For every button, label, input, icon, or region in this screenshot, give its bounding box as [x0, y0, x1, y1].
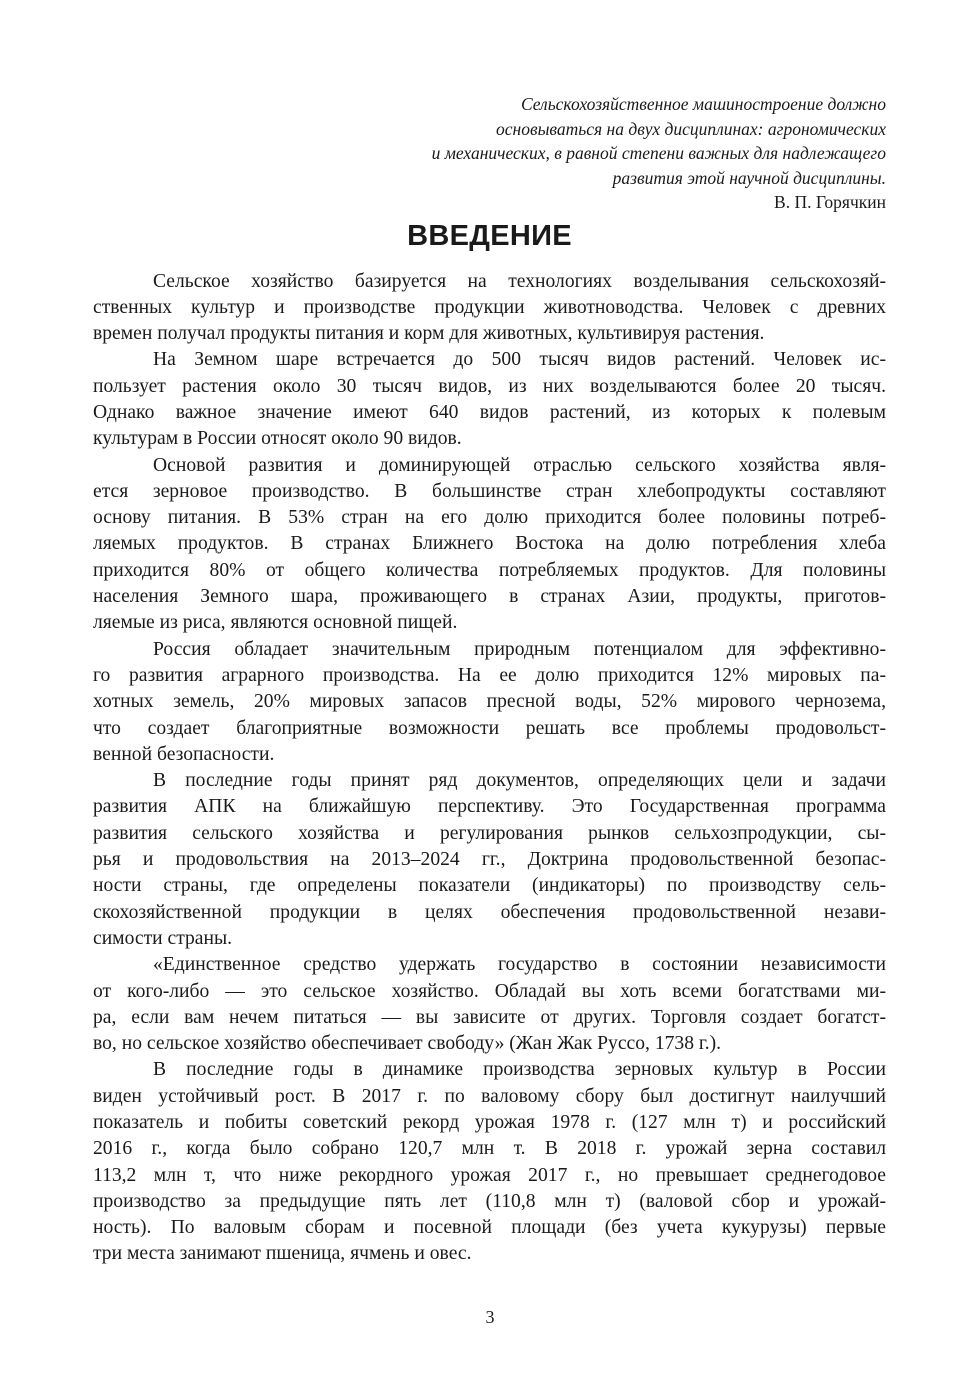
epigraph-line: основываться на двух дисциплинах: агрономических	[496, 118, 886, 139]
text-line: венной безопасности.	[93, 743, 275, 765]
epigraph-author: В. П. Горячкин	[774, 192, 886, 212]
text-line: 2016 г., когда было собрано 120,7 млн т. В 2018 г. урожай зерна составил	[93, 1138, 886, 1160]
paragraph	[93, 269, 886, 348]
text-line: хотных земель, 20% мировых запасов пресной воды, 52% мирового чернозема,	[93, 691, 886, 713]
text-line: Однако важное значение имеют 640 видов растений, из которых к полевым	[93, 401, 886, 423]
document-page	[93, 92, 886, 1268]
text-line: во, но сельское хозяйство обеспечивает свободу» (Жан Жак Руссо, 1738 г.).	[93, 1033, 722, 1055]
text-line: культурам в России относят около 90 видов.	[93, 428, 462, 450]
text-line: ляемые из риса, являются основной пищей.	[93, 612, 458, 634]
text-line: В последние годы в динамике производства зерновых культур в России	[153, 1059, 886, 1081]
paragraph	[93, 453, 886, 637]
text-line: от кого-либо — это сельское хозяйство. Обладай вы хоть всеми богатствами ми-	[93, 980, 886, 1002]
text-line: производство за предыдущие пять лет (110,8 млн т) (валовой сбор и урожай-	[93, 1190, 886, 1212]
text-line: ра, если вам нечем питаться — вы зависите от других. Торговля создает богатст-	[93, 1006, 886, 1028]
text-line: ется зерновое производство. В большинстве стран хлебопродукты составляют	[93, 480, 886, 502]
text-line: три места занимают пшеница, ячмень и овес.	[93, 1243, 472, 1265]
text-line: времен получал продукты питания и корм для животных, культивируя растения.	[93, 323, 765, 345]
text-line: что создает благоприятные возможности решать все проблемы продовольст-	[93, 717, 886, 739]
paragraph	[93, 768, 886, 952]
text-line: ности страны, где определены показатели (индикаторы) по производству сель-	[93, 875, 886, 897]
epigraph-line: Сельскохозяйственное машиностроение должно	[520, 94, 886, 114]
text-line: 113,2 млн т, что ниже рекордного урожая 2017 г., но превышает среднегодовое	[93, 1164, 886, 1186]
text-line: скохозяйственной продукции в целях обеспечения продовольственной незави-	[93, 901, 886, 923]
paragraph	[93, 1057, 886, 1267]
text-line: В последние годы принят ряд документов, определяющих цели и задачи	[153, 770, 886, 792]
epigraph	[93, 92, 886, 190]
text-line: развития сельского хозяйства и регулирования рынков сельхозпродукции, сы-	[93, 822, 886, 844]
text-line: основу питания. В 53% стран на его долю приходится более половины потреб-	[93, 507, 886, 529]
paragraph	[93, 347, 886, 452]
epigraph-line: и механических, в равной степени важных для надлежащего	[431, 143, 886, 163]
text-line: пользует растения около 30 тысяч видов, из них возделываются более 20 тысяч.	[93, 375, 886, 397]
text-line: Россия обладает значительным природным потенциалом для эффективно-	[153, 638, 886, 660]
text-line: «Единственное средство удержать государство в состоянии независимости	[153, 954, 886, 976]
text-line: Сельское хозяйство базируется на технологиях возделывания сельскохозяй-	[153, 270, 886, 292]
text-line: приходится 80% от общего количества потребляемых продуктов. Для половины	[93, 559, 886, 581]
text-line: симости страны.	[93, 927, 233, 949]
paragraph	[93, 952, 886, 1057]
body-text	[93, 269, 886, 1268]
text-line: Основой развития и доминирующей отраслью сельского хозяйства явля-	[153, 454, 886, 476]
page-number: 3	[485, 1307, 495, 1327]
text-line: ственных культур и производстве продукции животноводства. Человек с древних	[93, 296, 886, 318]
page-title: ВВЕДЕНИЕ	[407, 219, 572, 252]
text-line: показатель и побиты советский рекорд урожая 1978 г. (127 млн т) и российский	[93, 1112, 886, 1133]
text-line: ляемых продуктов. В странах Ближнего Востока на долю потребления хлеба	[93, 533, 886, 555]
text-line: виден устойчивый рост. В 2017 г. по валовому сбору был достигнут наилучший	[93, 1085, 886, 1107]
text-line: рья и продовольствия на 2013–2024 гг., Доктрина продовольственной безопас-	[93, 849, 886, 871]
text-line: населения Земного шара, проживающего в странах Азии, продукты, приготов-	[93, 586, 886, 608]
text-line: На Земном шаре встречается до 500 тысяч видов растений. Человек ис-	[153, 349, 886, 371]
text-line: го развития аграрного производства. На ее долю приходится 12% мировых па-	[93, 664, 886, 686]
text-line: ность). По валовым сборам и посевной площади (без учета кукурузы) первые	[93, 1217, 886, 1239]
epigraph-line: развития этой научной дисциплины.	[612, 167, 886, 188]
paragraph	[93, 637, 886, 768]
text-line: развития АПК на ближайшую перспективу. Это Государственная программа	[93, 796, 886, 818]
